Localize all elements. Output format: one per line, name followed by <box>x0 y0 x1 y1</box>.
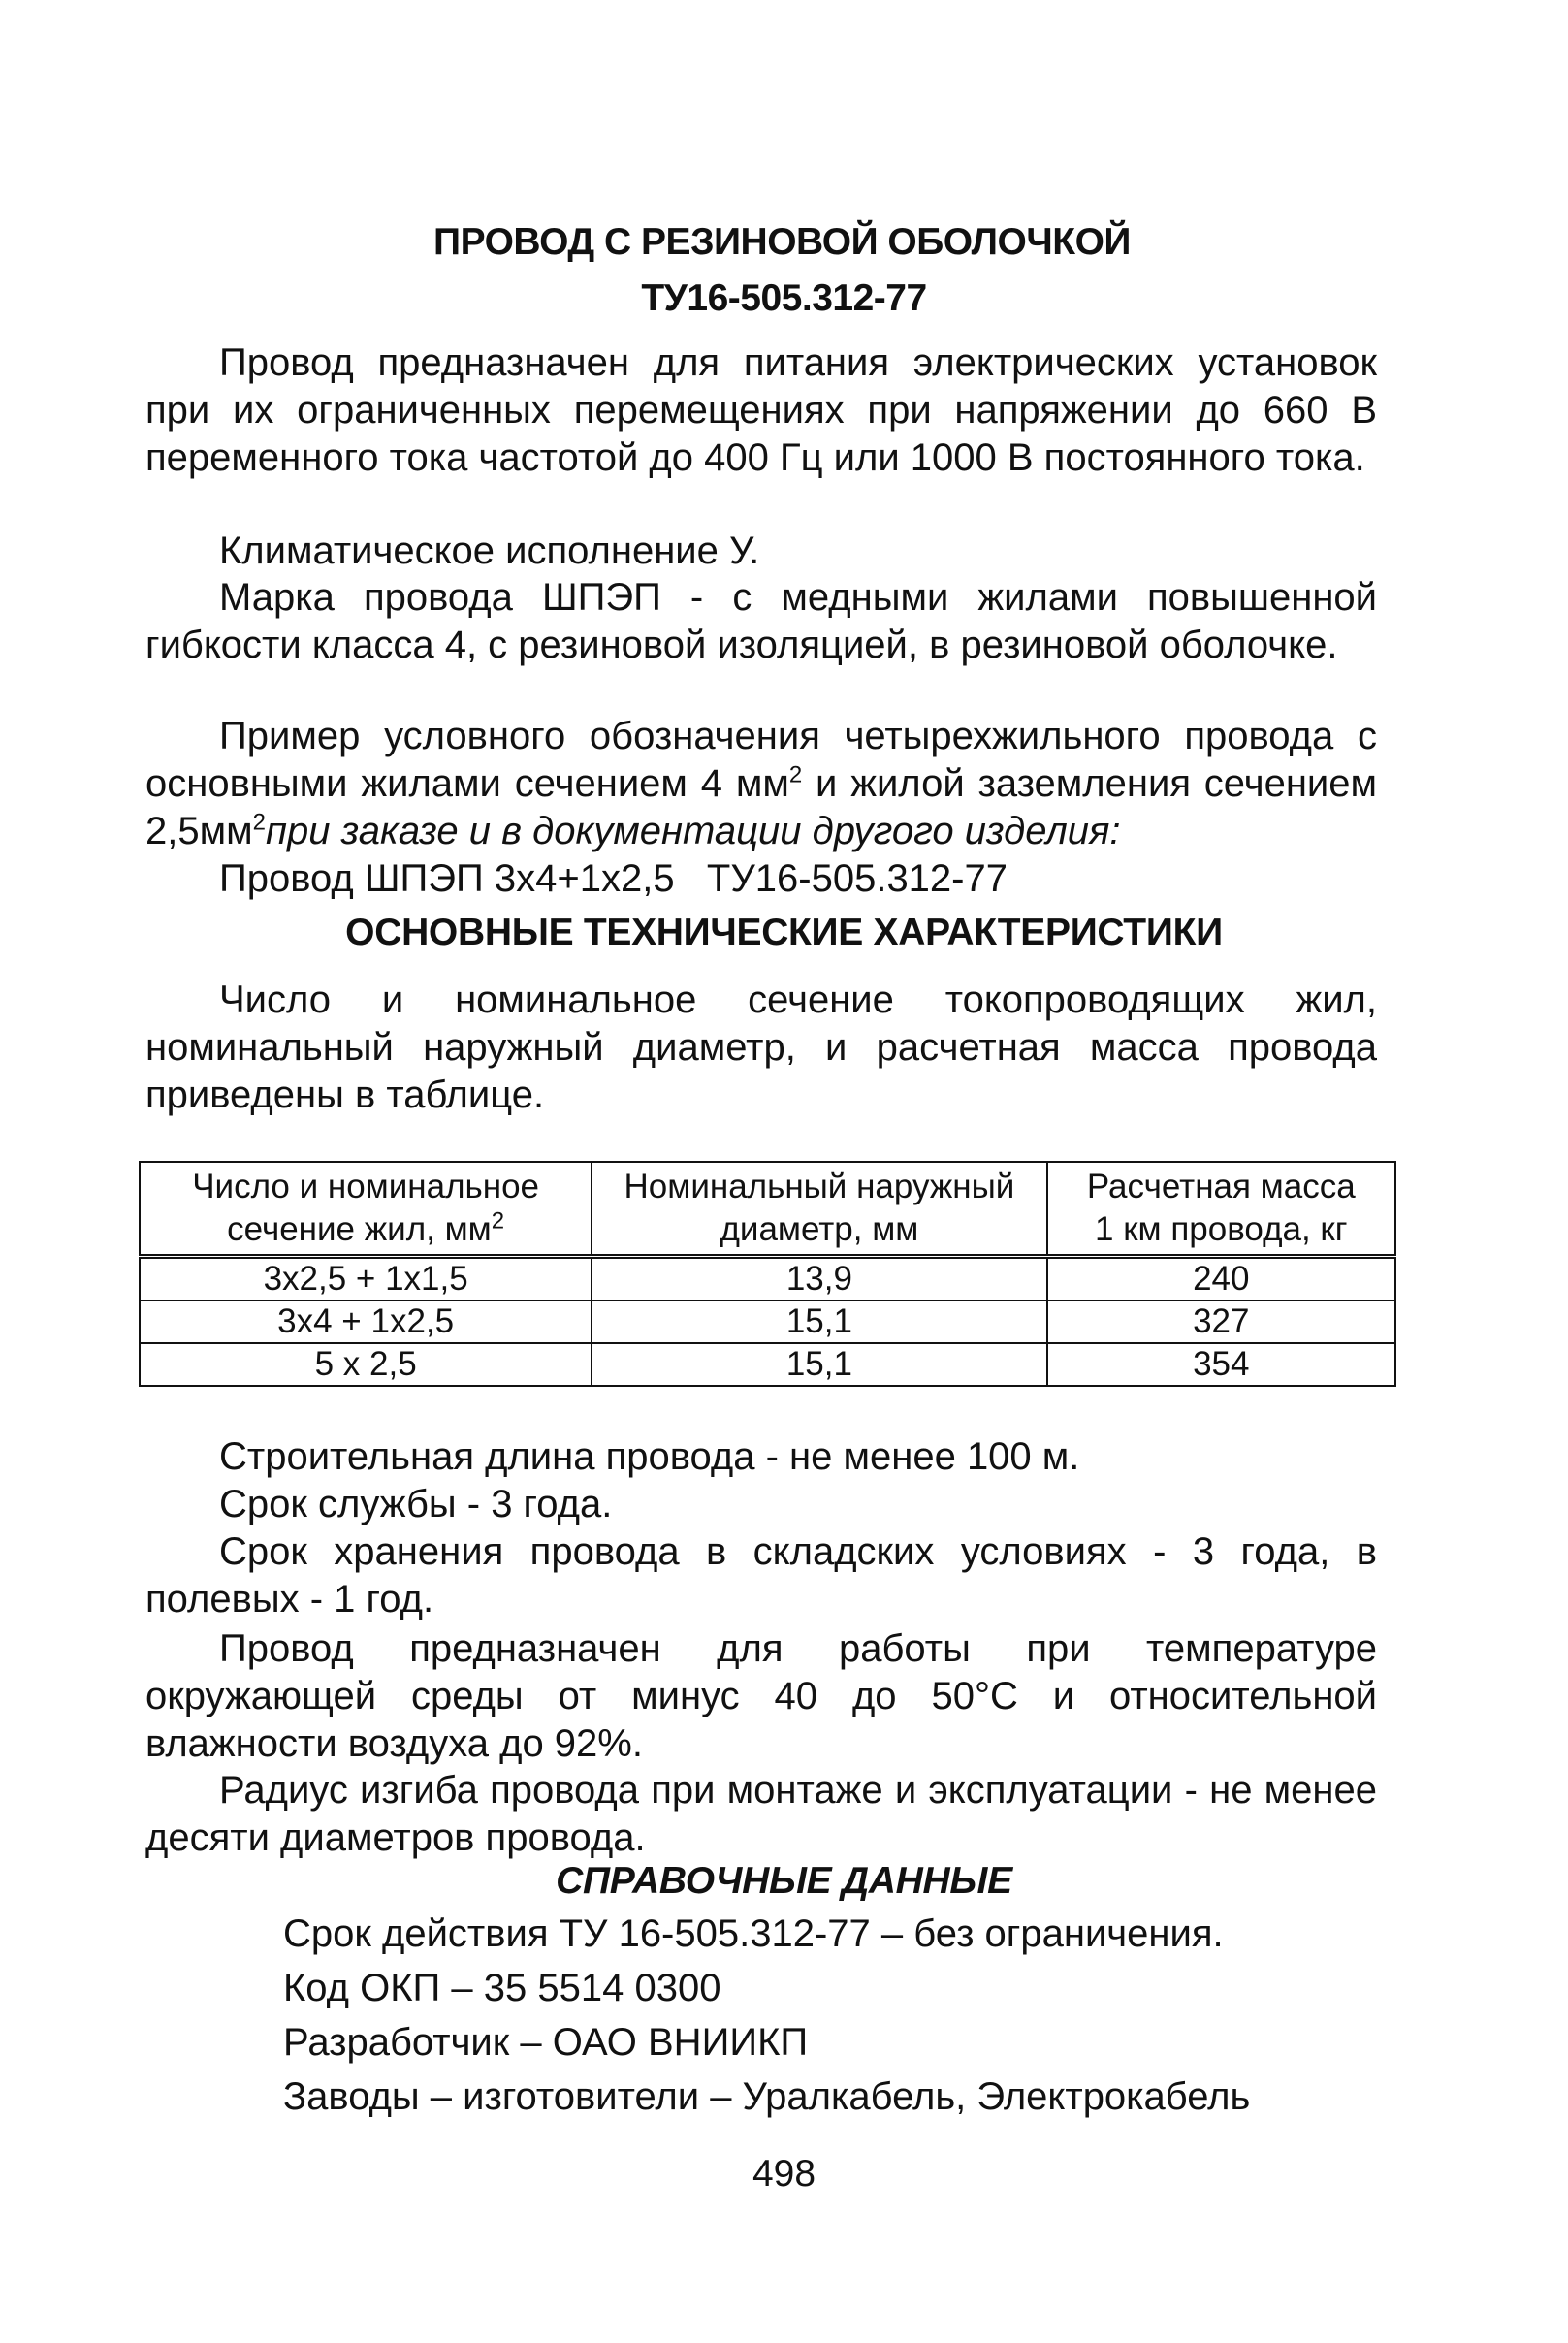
example-text-3: при заказе и в документации другого изделия: <box>265 810 1121 852</box>
reference-section-title: СПРАВОЧНЫЕ ДАННЫЕ <box>556 1860 1012 1902</box>
table-cell-diameter: 15,1 <box>592 1343 1046 1386</box>
table-cell-cores: 5 х 2,5 <box>140 1343 592 1386</box>
service-life-paragraph: Срок службы - 3 года. <box>219 1483 613 1525</box>
reference-manufacturers: Заводы – изготовители – Уралкабель, Электрокабель <box>283 2075 1251 2118</box>
example-superscript-2: 2 <box>252 809 266 836</box>
designation-line: Провод ШПЭП 3х4+1х2,5 ТУ16-505.312-77 <box>219 857 1008 900</box>
table-cell-cores: 3х2,5 + 1х1,5 <box>140 1257 592 1301</box>
page-number: 498 <box>752 2153 816 2195</box>
table-cell-mass: 327 <box>1047 1300 1395 1343</box>
document-standard: ТУ16-505.312-77 <box>641 277 927 319</box>
table-cell-diameter: 15,1 <box>592 1300 1046 1343</box>
header-cores-section <box>140 1162 592 1257</box>
header-diameter <box>592 1162 1046 1257</box>
purpose-paragraph: Провод предназначен для питания электрических установок при их ограниченных перемещениях при напряжении до 660 В переменного тока частотой до 400 Гц или 1000 В постоянного тока. <box>145 341 1377 479</box>
example-superscript-1: 2 <box>788 761 803 788</box>
header-mass <box>1047 1162 1395 1257</box>
length-paragraph: Строительная длина провода - не менее 100 м. <box>219 1435 1080 1478</box>
example-text-2: и жилой заземления сечением 2,5мм <box>145 762 1377 852</box>
header-diameter-line1: Номинальный наружный <box>624 1168 1015 1205</box>
header-mass-line2: 1 км провода, кг <box>1095 1210 1348 1248</box>
header-cores-line1: Число и номинальное <box>192 1168 540 1205</box>
table-row <box>140 1257 1395 1301</box>
brand-paragraph: Марка провода ШПЭП - с медными жилами повышенной гибкости класса 4, с резиновой изоляцией, в резиновой оболочке. <box>145 576 1377 666</box>
table-cell-mass: 354 <box>1047 1343 1395 1386</box>
table-cell-mass: 240 <box>1047 1257 1395 1301</box>
header-cores-superscript: 2 <box>491 1207 505 1235</box>
example-text-1: Пример условного обозначения четырехжильного провода с основными жилами сечением 4 мм <box>145 715 1377 805</box>
header-diameter-line2: диаметр, мм <box>720 1210 919 1248</box>
example-paragraph <box>145 713 1377 855</box>
bending-paragraph: Радиус изгиба провода при монтаже и эксплуатации - не менее десяти диаметров провода. <box>145 1769 1377 1859</box>
specs-table-header-row <box>140 1162 1395 1257</box>
temperature-paragraph: Провод предназначен для работы при температуре окружающей среды от минус 40 до 50°С и относительной влажности воздуха до 92%. <box>145 1627 1377 1765</box>
header-cores-line2 <box>141 1208 591 1251</box>
climate-paragraph: Климатическое исполнение У. <box>219 530 760 572</box>
reference-okp-code: Код ОКП – 35 5514 0300 <box>283 1967 721 2009</box>
reference-developer: Разработчик – ОАО ВНИИКП <box>283 2021 809 2064</box>
table-cell-cores: 3х4 + 1х2,5 <box>140 1300 592 1343</box>
table-cell-diameter: 13,9 <box>592 1257 1046 1301</box>
header-mass-line1: Расчетная масса <box>1086 1168 1356 1205</box>
specs-intro-paragraph: Число и номинальное сечение токопроводящих жил, номинальный наружный диаметр, и расчетная масса провода приведены в таблице. <box>145 979 1377 1116</box>
header-cores-line2-text: сечение жил, мм <box>227 1210 492 1248</box>
specs-section-title: ОСНОВНЫЕ ТЕХНИЧЕСКИЕ ХАРАКТЕРИСТИКИ <box>345 912 1223 953</box>
specs-table <box>139 1161 1396 1387</box>
storage-paragraph: Срок хранения провода в складских условиях - 3 года, в полевых - 1 год. <box>145 1530 1377 1621</box>
table-row <box>140 1300 1395 1343</box>
table-row <box>140 1343 1395 1386</box>
reference-validity: Срок действия ТУ 16-505.312-77 – без ограничения. <box>283 1912 1224 1955</box>
document-title: ПРОВОД С РЕЗИНОВОЙ ОБОЛОЧКОЙ <box>433 221 1131 263</box>
